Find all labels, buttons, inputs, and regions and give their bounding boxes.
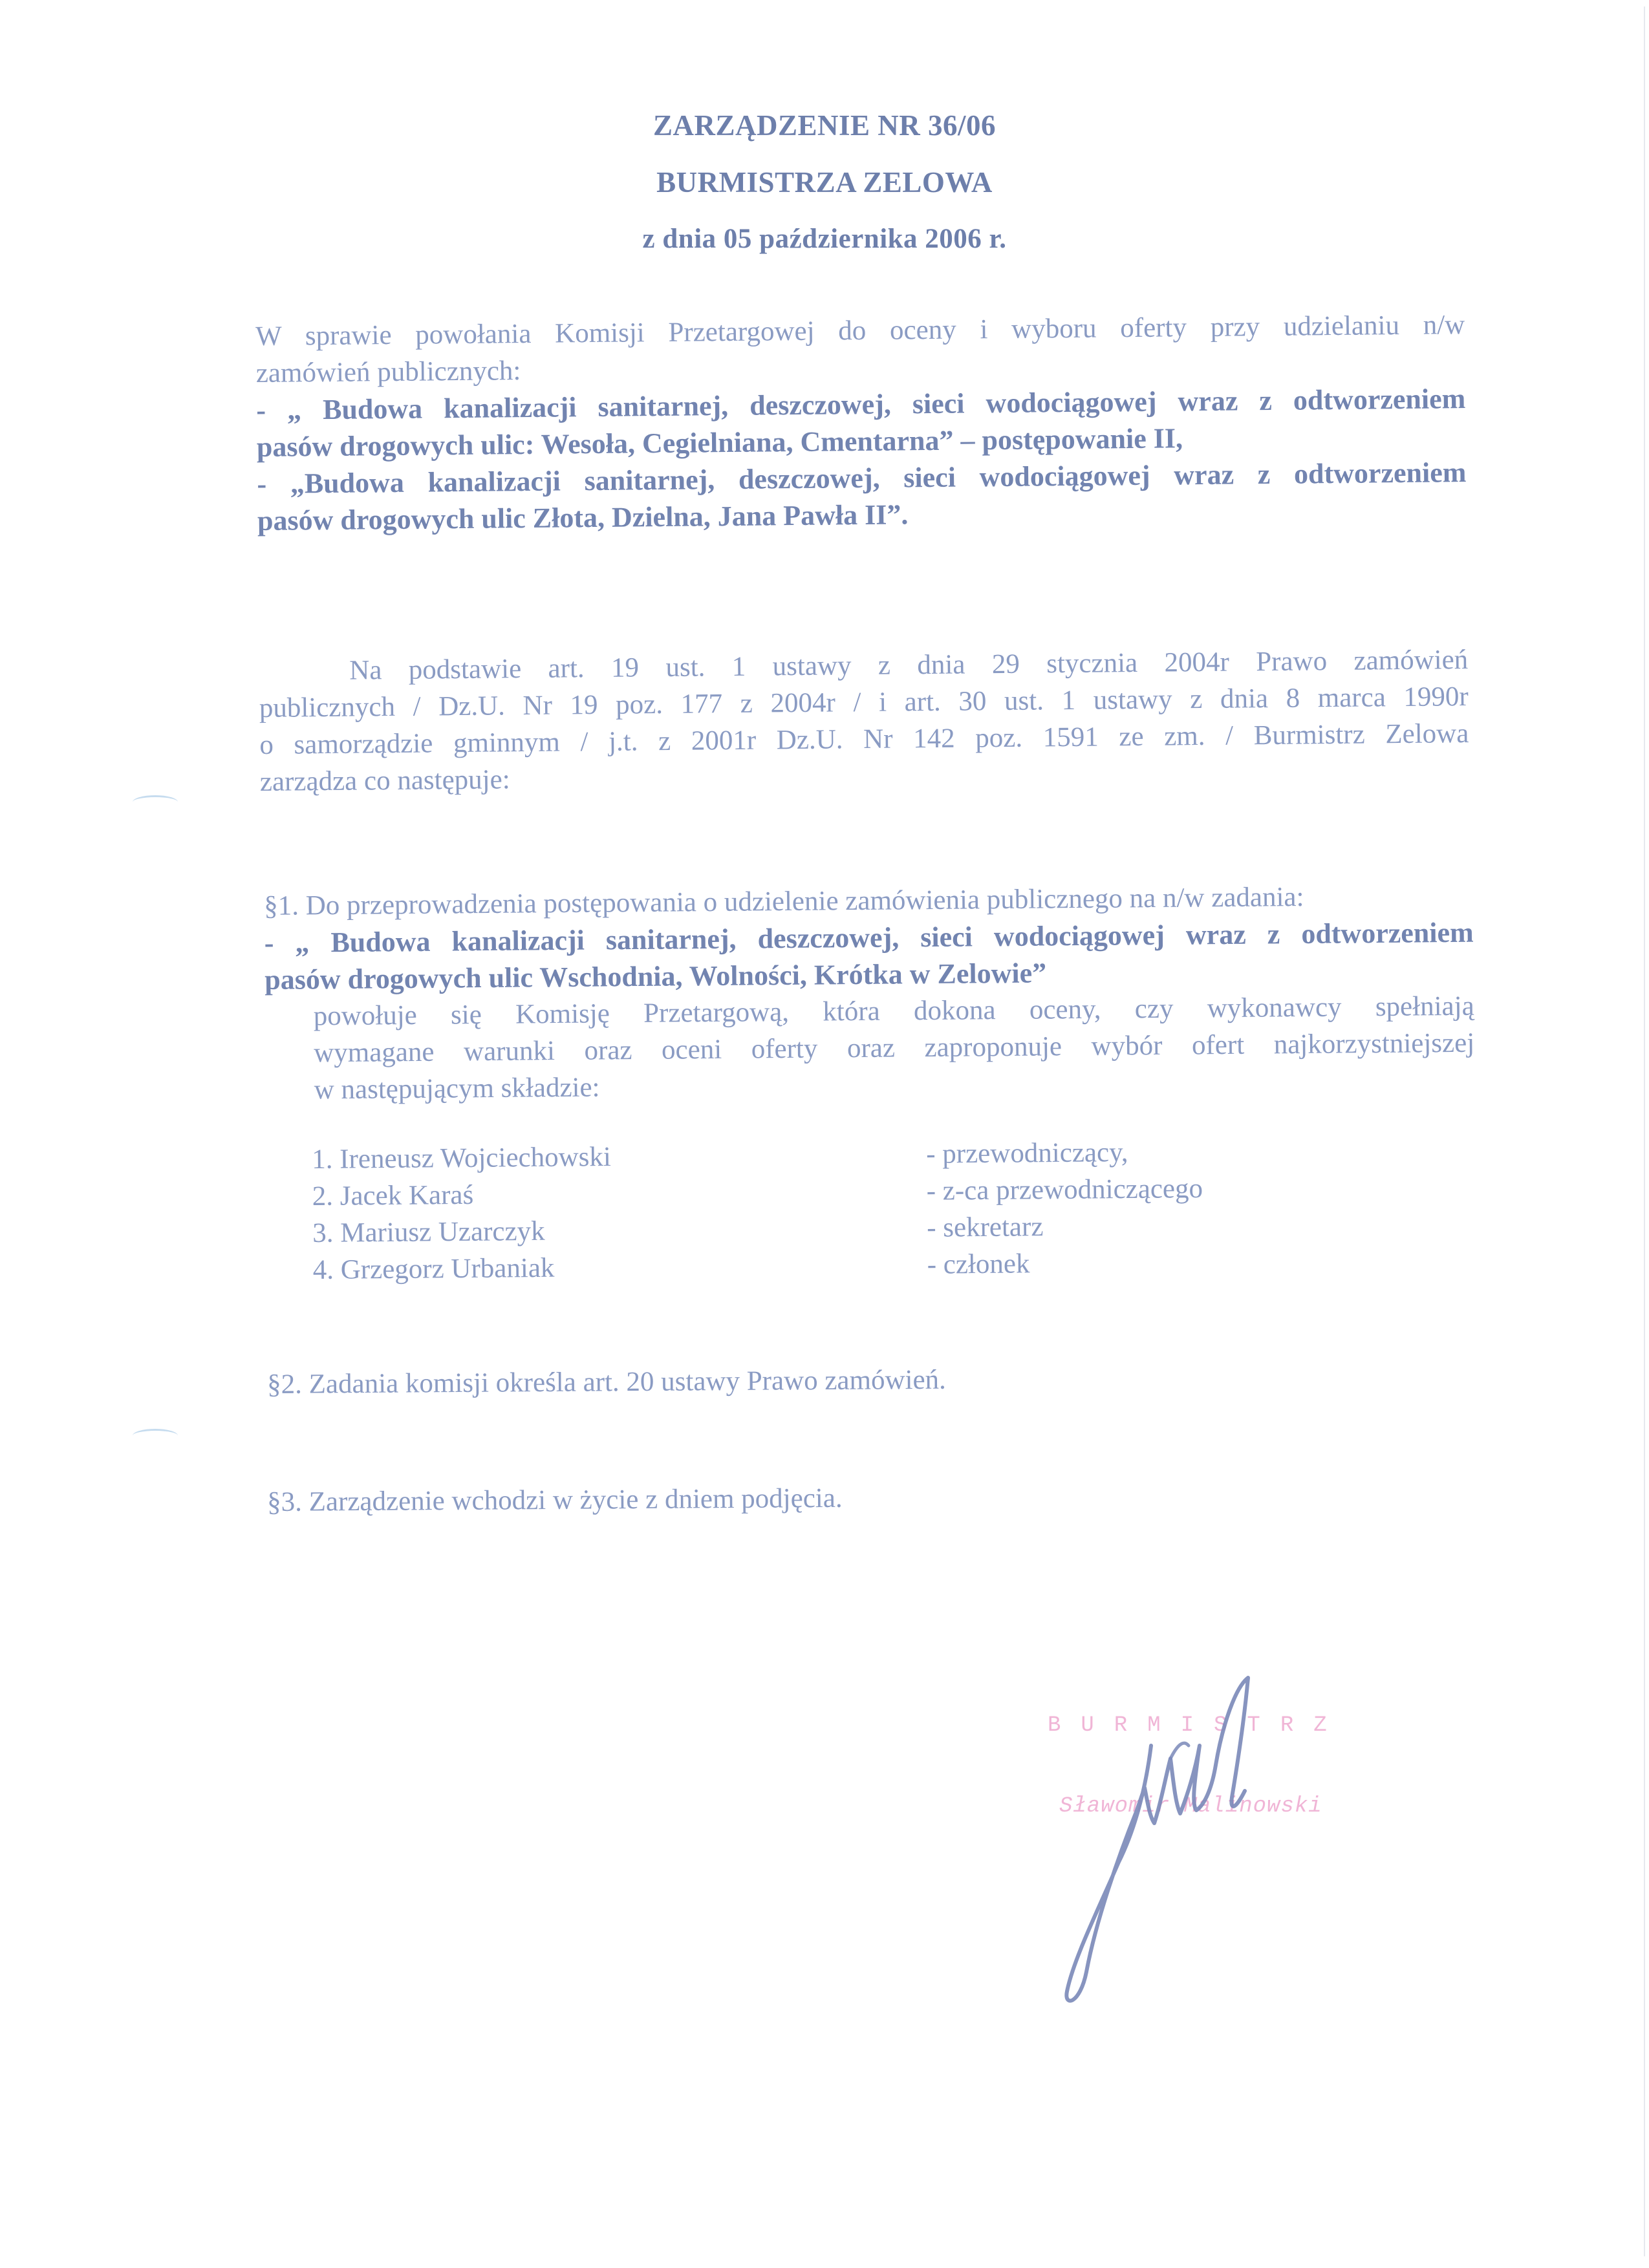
member-row bbox=[312, 1243, 1282, 1289]
section-1-task-line: - „ Budowa kanalizacji sanitarnej, deszczowej, sieci wodociągowej wraz z odtworzeniem bbox=[264, 916, 1474, 959]
member-role: - sekretarz bbox=[927, 1212, 1044, 1243]
preamble-line: W sprawie powołania Komisji Przetargowej do oceny i wyboru oferty przy udzielaniu n/w bbox=[255, 310, 1465, 352]
member-name: 3. Mariusz Uzarczyk bbox=[312, 1215, 545, 1248]
member-role: - z-ca przewodniczącego bbox=[926, 1173, 1203, 1206]
section-1-task-line: pasów drogowych ulic Wschodnia, Wolności, Krótka w Zelowie” bbox=[264, 957, 1047, 996]
preamble bbox=[255, 306, 1467, 539]
procurement-title-line: - „ Budowa kanalizacji sanitarnej, deszczowej, sieci wodociągowej wraz z odtworzeniem bbox=[256, 383, 1466, 426]
member-name: 2. Jacek Karaś bbox=[312, 1179, 474, 1212]
procurement-title-line: pasów drogowych ulic: Wesoła, Cegielniana, Cmentarna” – postępowanie II, bbox=[256, 422, 1183, 463]
member-role: - przewodniczący, bbox=[926, 1137, 1128, 1170]
section-2: §2. Zadania komisji określa art. 20 ustawy Prawo zamówień. bbox=[267, 1364, 947, 1400]
legal-basis-line: o samorządzie gminnym / j.t. z 2001r Dz.U. Nr 142 poz. 1591 ze zm. / Burmistrz Zelowa bbox=[259, 718, 1469, 760]
handwritten-signature-icon bbox=[1022, 1649, 1423, 2011]
legal-basis-line: publicznych / Dz.U. Nr 19 poz. 177 z 2004r / i art. 30 ust. 1 ustawy z dnia 8 marca 1990r bbox=[259, 681, 1469, 723]
document-header bbox=[0, 97, 1649, 268]
punch-hole-mark-icon bbox=[133, 1429, 178, 1442]
legal-basis-line: zarządza co następuje: bbox=[259, 764, 510, 797]
section-1-intro: §1. Do przeprowadzenia postępowania o udzielenie zamówienia publicznego na n/w zadania: bbox=[264, 881, 1304, 921]
member-role: - członek bbox=[927, 1248, 1030, 1280]
section-1-body-line: wymagane warunki oraz oceni oferty oraz zaproponuje wybór ofert najkorzystniejszej bbox=[314, 1027, 1475, 1069]
punch-hole-mark-icon bbox=[133, 795, 178, 809]
document-title: ZARZĄDZENIE NR 36/06 bbox=[652, 109, 997, 142]
preamble-line: zamówień publicznych: bbox=[255, 356, 521, 389]
scan-edge-line bbox=[1644, 6, 1645, 2256]
stamp-name: Sławomir Malinowski bbox=[1059, 1794, 1322, 1819]
stamp-title: BURMISTRZ bbox=[1048, 1713, 1347, 1738]
official-stamp bbox=[1022, 1649, 1423, 2011]
document-issuer: BURMISTRZA ZELOWA bbox=[656, 166, 993, 198]
legal-basis bbox=[259, 641, 1469, 800]
member-name: 4. Grzegorz Urbaniak bbox=[312, 1252, 555, 1285]
commission-members-list bbox=[312, 1133, 1283, 1289]
section-1-body-line: w następującym składzie: bbox=[314, 1072, 600, 1106]
member-name: 1. Ireneusz Wojciechowski bbox=[312, 1141, 612, 1175]
section-1-body-line: powołuje się Komisję Przetargową, która dokona oceny, czy wykonawcy spełniają bbox=[313, 990, 1474, 1032]
section-1 bbox=[264, 877, 1475, 1109]
procurement-title-line: - „Budowa kanalizacji sanitarnej, deszczowej, sieci wodociągowej wraz z odtworzeniem bbox=[257, 456, 1467, 500]
legal-basis-line: Na podstawie art. 19 ust. 1 ustawy z dnia 29 stycznia 2004r Prawo zamówień bbox=[349, 645, 1469, 686]
procurement-title-line: pasów drogowych ulic Złota, Dzielna, Jana Pawła II”. bbox=[257, 498, 909, 537]
document-date: z dnia 05 października 2006 r. bbox=[642, 224, 1007, 254]
section-3: §3. Zarządzenie wchodzi w życie z dniem podjęcia. bbox=[267, 1482, 843, 1517]
